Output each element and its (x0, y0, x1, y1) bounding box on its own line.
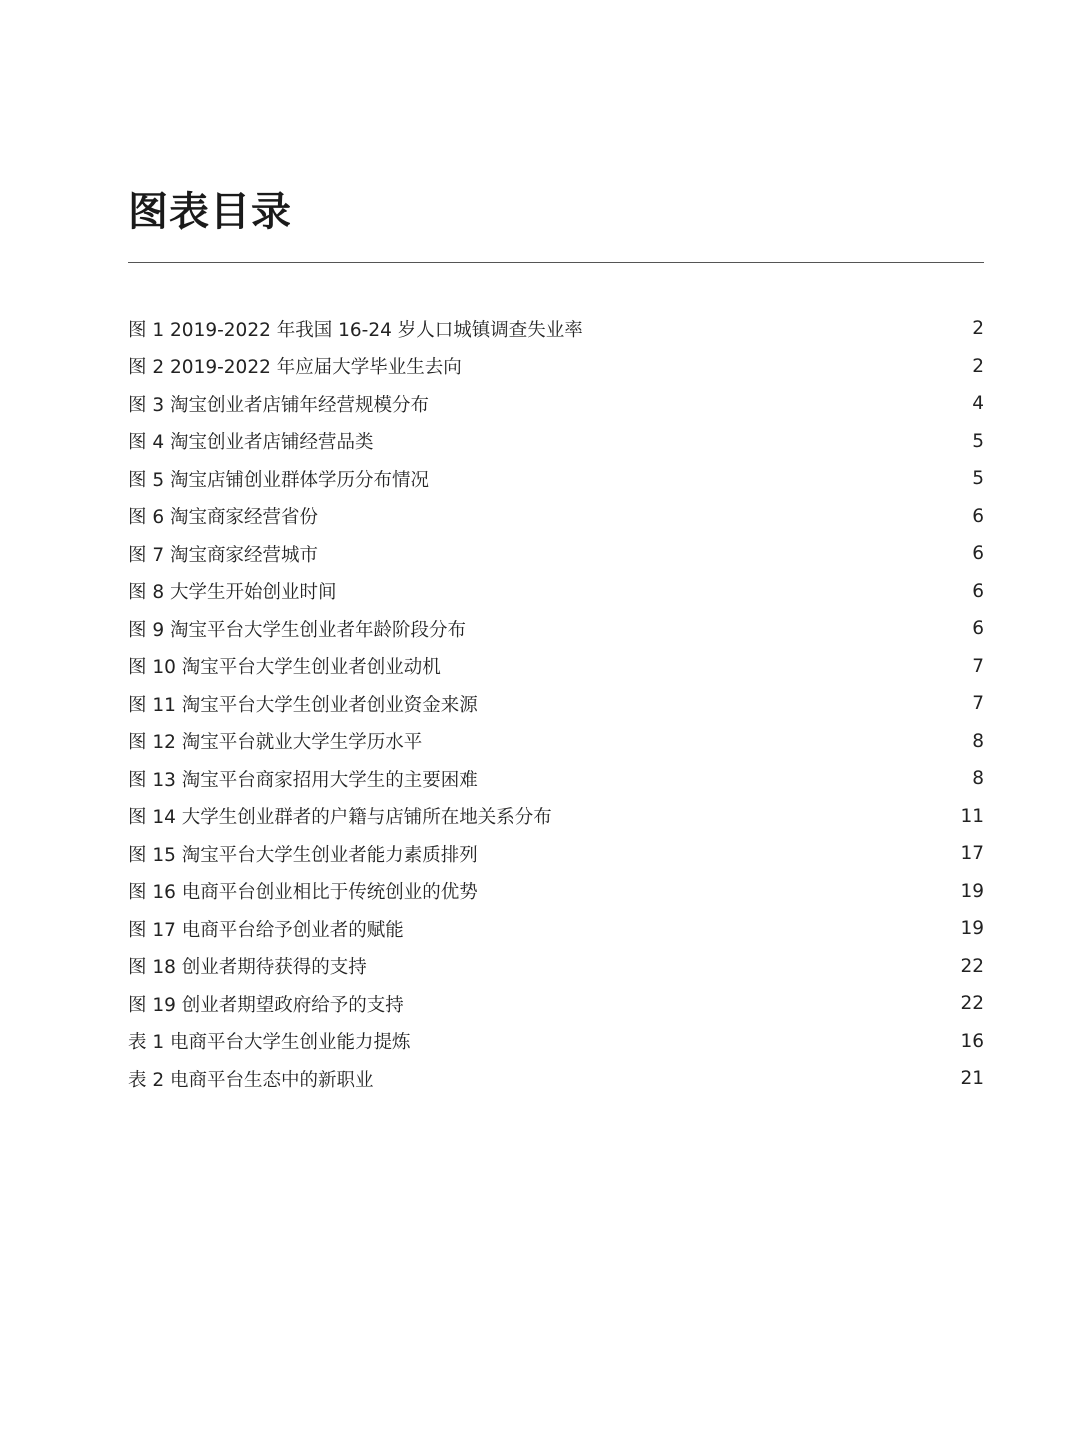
toc-item-page: 7 (972, 693, 984, 715)
toc-item-page: 16 (960, 1030, 984, 1052)
toc-item[interactable] (128, 310, 984, 348)
toc-item-page: 2 (972, 355, 984, 377)
toc-item-page: 6 (972, 618, 984, 640)
toc-item-page: 21 (960, 1068, 984, 1090)
toc-list (128, 310, 984, 1098)
toc-item-label: 图 11 淘宝平台大学生创业者创业资金来源 (128, 694, 478, 716)
toc-item-page: 17 (960, 843, 984, 865)
toc-item[interactable] (128, 498, 984, 536)
toc-item[interactable] (128, 760, 984, 798)
toc-item[interactable] (128, 1023, 984, 1061)
toc-item-page: 19 (960, 880, 984, 902)
toc-item-page: 11 (960, 805, 984, 827)
toc-item-page: 5 (972, 430, 984, 452)
toc-item-label: 图 9 淘宝平台大学生创业者年龄阶段分布 (128, 619, 467, 641)
toc-item-page: 6 (972, 505, 984, 527)
toc-item[interactable] (128, 423, 984, 461)
toc-item[interactable] (128, 873, 984, 911)
toc-item-label: 图 15 淘宝平台大学生创业者能力素质排列 (128, 844, 478, 866)
toc-item-label: 图 8 大学生开始创业时间 (128, 582, 337, 604)
title-divider (128, 262, 984, 263)
toc-item-label: 图 18 创业者期待获得的支持 (128, 957, 367, 979)
toc-item-label: 图 1 2019-2022 年我国 16-24 岁人口城镇调查失业率 (128, 319, 583, 341)
toc-item[interactable] (128, 985, 984, 1023)
toc-item-page: 22 (960, 955, 984, 977)
toc-item-page: 4 (972, 393, 984, 415)
toc-item-label: 图 16 电商平台创业相比于传统创业的优势 (128, 882, 478, 904)
toc-item[interactable] (128, 648, 984, 686)
toc-item-page: 6 (972, 543, 984, 565)
toc-item-label: 图 19 创业者期望政府给予的支持 (128, 994, 404, 1016)
toc-item-page: 5 (972, 468, 984, 490)
toc-item[interactable] (128, 910, 984, 948)
toc-item[interactable] (128, 723, 984, 761)
toc-item-page: 2 (972, 318, 984, 340)
toc-item-page: 19 (960, 918, 984, 940)
toc-item-page: 7 (972, 655, 984, 677)
toc-item[interactable] (128, 460, 984, 498)
toc-item-page: 6 (972, 580, 984, 602)
toc-item-label: 图 10 淘宝平台大学生创业者创业动机 (128, 657, 441, 679)
toc-item-label: 图 13 淘宝平台商家招用大学生的主要困难 (128, 769, 478, 791)
toc-item[interactable] (128, 348, 984, 386)
toc-item-label: 图 2 2019-2022 年应届大学毕业生去向 (128, 357, 462, 379)
toc-item[interactable] (128, 685, 984, 723)
toc-item-page: 8 (972, 768, 984, 790)
toc-item[interactable] (128, 798, 984, 836)
toc-item[interactable] (128, 948, 984, 986)
toc-item[interactable] (128, 835, 984, 873)
toc-item-label: 图 4 淘宝创业者店铺经营品类 (128, 432, 374, 454)
toc-item-label: 图 12 淘宝平台就业大学生学历水平 (128, 732, 423, 754)
toc-item-label: 表 2 电商平台生态中的新职业 (128, 1069, 374, 1091)
toc-item-label: 图 7 淘宝商家经营城市 (128, 544, 319, 566)
toc-item-label: 图 5 淘宝店铺创业群体学历分布情况 (128, 469, 430, 491)
toc-item-label: 图 3 淘宝创业者店铺年经营规模分布 (128, 394, 430, 416)
toc-item[interactable] (128, 1060, 984, 1098)
toc-item-label: 图 14 大学生创业群者的户籍与店铺所在地关系分布 (128, 807, 552, 829)
toc-item[interactable] (128, 535, 984, 573)
toc-item-label: 表 1 电商平台大学生创业能力提炼 (128, 1032, 411, 1054)
toc-item-page: 8 (972, 730, 984, 752)
toc-item[interactable] (128, 610, 984, 648)
toc-item-label: 图 17 电商平台给予创业者的赋能 (128, 919, 404, 941)
toc-item[interactable] (128, 385, 984, 423)
toc-item[interactable] (128, 573, 984, 611)
page-title: 图表目录 (128, 189, 292, 235)
toc-item-label: 图 6 淘宝商家经营省份 (128, 507, 319, 529)
toc-item-page: 22 (960, 993, 984, 1015)
